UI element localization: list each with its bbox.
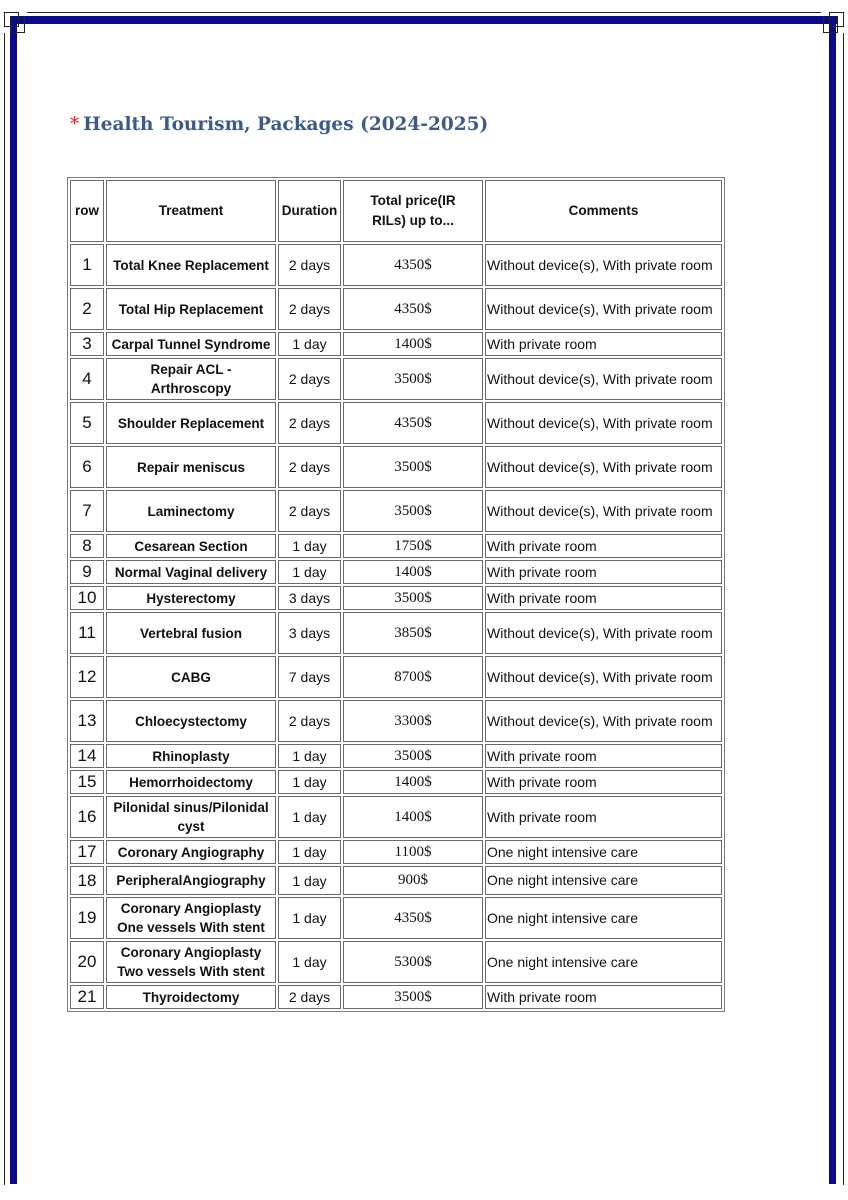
cell-treatment: Carpal Tunnel Syndrome [106,332,276,356]
cell-row-number: 11 [70,612,104,654]
cell-duration: 3 days [278,612,341,654]
cell-comments: Without device(s), With private room [485,490,722,532]
cell-row-number: 18 [70,866,104,895]
table-row [70,656,722,698]
cell-comments: With private room [485,534,722,558]
table-row [70,700,722,742]
cell-row-number: 10 [70,586,104,610]
cell-row-number: 7 [70,490,104,532]
cell-price: 900$ [343,866,483,895]
cell-comments: With private room [485,560,722,584]
table-row [70,332,722,356]
cell-price: 1400$ [343,560,483,584]
cell-price: 4350$ [343,402,483,444]
cell-price: 1100$ [343,840,483,864]
table-row [70,744,722,768]
cell-treatment: Hysterectomy [106,586,276,610]
cell-duration: 1 day [278,534,341,558]
cell-row-number: 16 [70,796,104,838]
cell-treatment: Chloecystectomy [106,700,276,742]
cell-price: 3300$ [343,700,483,742]
table-row [70,244,722,286]
table-row [70,612,722,654]
header-duration: Duration [278,180,341,242]
border-blue-right [829,16,836,1184]
cell-duration: 1 day [278,840,341,864]
cell-treatment: Coronary Angiography [106,840,276,864]
border-line-top-outer [27,12,821,13]
cell-row-number: 6 [70,446,104,488]
cell-comments: With private room [485,332,722,356]
cell-price: 3500$ [343,446,483,488]
header-comments: Comments [485,180,722,242]
cell-duration: 2 days [278,446,341,488]
cell-price: 1400$ [343,770,483,794]
cell-price: 3850$ [343,612,483,654]
cell-row-number: 2 [70,288,104,330]
table-row [70,840,722,864]
cell-comments: Without device(s), With private room [485,446,722,488]
title-asterisk: * [70,114,80,135]
table-row [70,941,722,983]
cell-price: 1400$ [343,332,483,356]
cell-comments: With private room [485,796,722,838]
cell-price: 3500$ [343,744,483,768]
border-line-right [843,33,844,1185]
cell-price: 1400$ [343,796,483,838]
header-price: Total price(IR RILs) up to... [343,180,483,242]
cell-treatment: Coronary Angioplasty Two vessels With stent [106,941,276,983]
cell-price: 4350$ [343,244,483,286]
table-row [70,402,722,444]
cell-treatment: Shoulder Replacement [106,402,276,444]
title-text: Health Tourism, Packages (2024-2025) [83,114,489,135]
cell-row-number: 8 [70,534,104,558]
cell-treatment: Pilonidal sinus/Pilonidal cyst [106,796,276,838]
cell-duration: 1 day [278,770,341,794]
cell-duration: 1 day [278,744,341,768]
cell-price: 8700$ [343,656,483,698]
cell-row-number: 14 [70,744,104,768]
cell-treatment: Thyroidectomy [106,985,276,1009]
cell-treatment: Repair ACL - Arthroscopy [106,358,276,400]
table-row [70,866,722,895]
cell-comments: Without device(s), With private room [485,358,722,400]
cell-row-number: 3 [70,332,104,356]
cell-treatment: Vertebral fusion [106,612,276,654]
table-row [70,534,722,558]
cell-comments: Without device(s), With private room [485,700,722,742]
cell-price: 1750$ [343,534,483,558]
cell-comments: One night intensive care [485,840,722,864]
border-blue-top [10,16,838,24]
cell-treatment: Total Knee Replacement [106,244,276,286]
border-corner-top-right-inner [823,18,838,33]
cell-comments: One night intensive care [485,941,722,983]
cell-duration: 2 days [278,700,341,742]
cell-comments: Without device(s), With private room [485,656,722,698]
cell-duration: 2 days [278,244,341,286]
cell-row-number: 4 [70,358,104,400]
cell-duration: 2 days [278,288,341,330]
cell-price: 3500$ [343,490,483,532]
cell-row-number: 12 [70,656,104,698]
cell-duration: 2 days [278,490,341,532]
cell-row-number: 21 [70,985,104,1009]
cell-comments: Without device(s), With private room [485,402,722,444]
cell-price: 3500$ [343,586,483,610]
cell-duration: 1 day [278,897,341,939]
cell-row-number: 19 [70,897,104,939]
cell-comments: With private room [485,586,722,610]
cell-price: 4350$ [343,897,483,939]
cell-treatment: Rhinoplasty [106,744,276,768]
cell-treatment: Cesarean Section [106,534,276,558]
border-corner-top-left-inner [10,18,25,33]
cell-comments: With private room [485,744,722,768]
cell-duration: 2 days [278,402,341,444]
header-treatment: Treatment [106,180,276,242]
cell-price: 5300$ [343,941,483,983]
table-row [70,490,722,532]
cell-row-number: 9 [70,560,104,584]
cell-treatment: PeripheralAngiography [106,866,276,895]
cell-price: 3500$ [343,358,483,400]
page-title [70,114,488,135]
cell-comments: Without device(s), With private room [485,244,722,286]
cell-treatment: CABG [106,656,276,698]
cell-price: 4350$ [343,288,483,330]
cell-treatment: Coronary Angioplasty One vessels With stent [106,897,276,939]
table-row [70,446,722,488]
cell-duration: 1 day [278,560,341,584]
cell-row-number: 13 [70,700,104,742]
cell-treatment: Hemorrhoidectomy [106,770,276,794]
cell-duration: 3 days [278,586,341,610]
cell-treatment: Normal Vaginal delivery [106,560,276,584]
cell-duration: 7 days [278,656,341,698]
cell-comments: Without device(s), With private room [485,288,722,330]
cell-row-number: 20 [70,941,104,983]
table-row [70,586,722,610]
cell-row-number: 5 [70,402,104,444]
table-header-row [70,180,722,242]
table-row [70,985,722,1009]
cell-comments: With private room [485,770,722,794]
cell-treatment: Laminectomy [106,490,276,532]
table-row [70,796,722,838]
packages-table [67,177,725,1012]
cell-treatment: Total Hip Replacement [106,288,276,330]
cell-comments: Without device(s), With private room [485,612,722,654]
cell-price: 3500$ [343,985,483,1009]
table-row [70,358,722,400]
table-row [70,288,722,330]
table-row [70,897,722,939]
cell-row-number: 17 [70,840,104,864]
cell-duration: 2 days [278,358,341,400]
header-row: row [70,180,104,242]
table-row [70,770,722,794]
cell-duration: 1 day [278,332,341,356]
cell-duration: 1 day [278,796,341,838]
cell-duration: 1 day [278,941,341,983]
border-blue-left [10,16,17,1184]
cell-comments: With private room [485,985,722,1009]
cell-treatment: Repair meniscus [106,446,276,488]
cell-duration: 1 day [278,866,341,895]
table-row [70,560,722,584]
cell-duration: 2 days [278,985,341,1009]
cell-row-number: 15 [70,770,104,794]
cell-row-number: 1 [70,244,104,286]
border-line-left [4,33,5,1185]
cell-comments: One night intensive care [485,897,722,939]
cell-comments: One night intensive care [485,866,722,895]
